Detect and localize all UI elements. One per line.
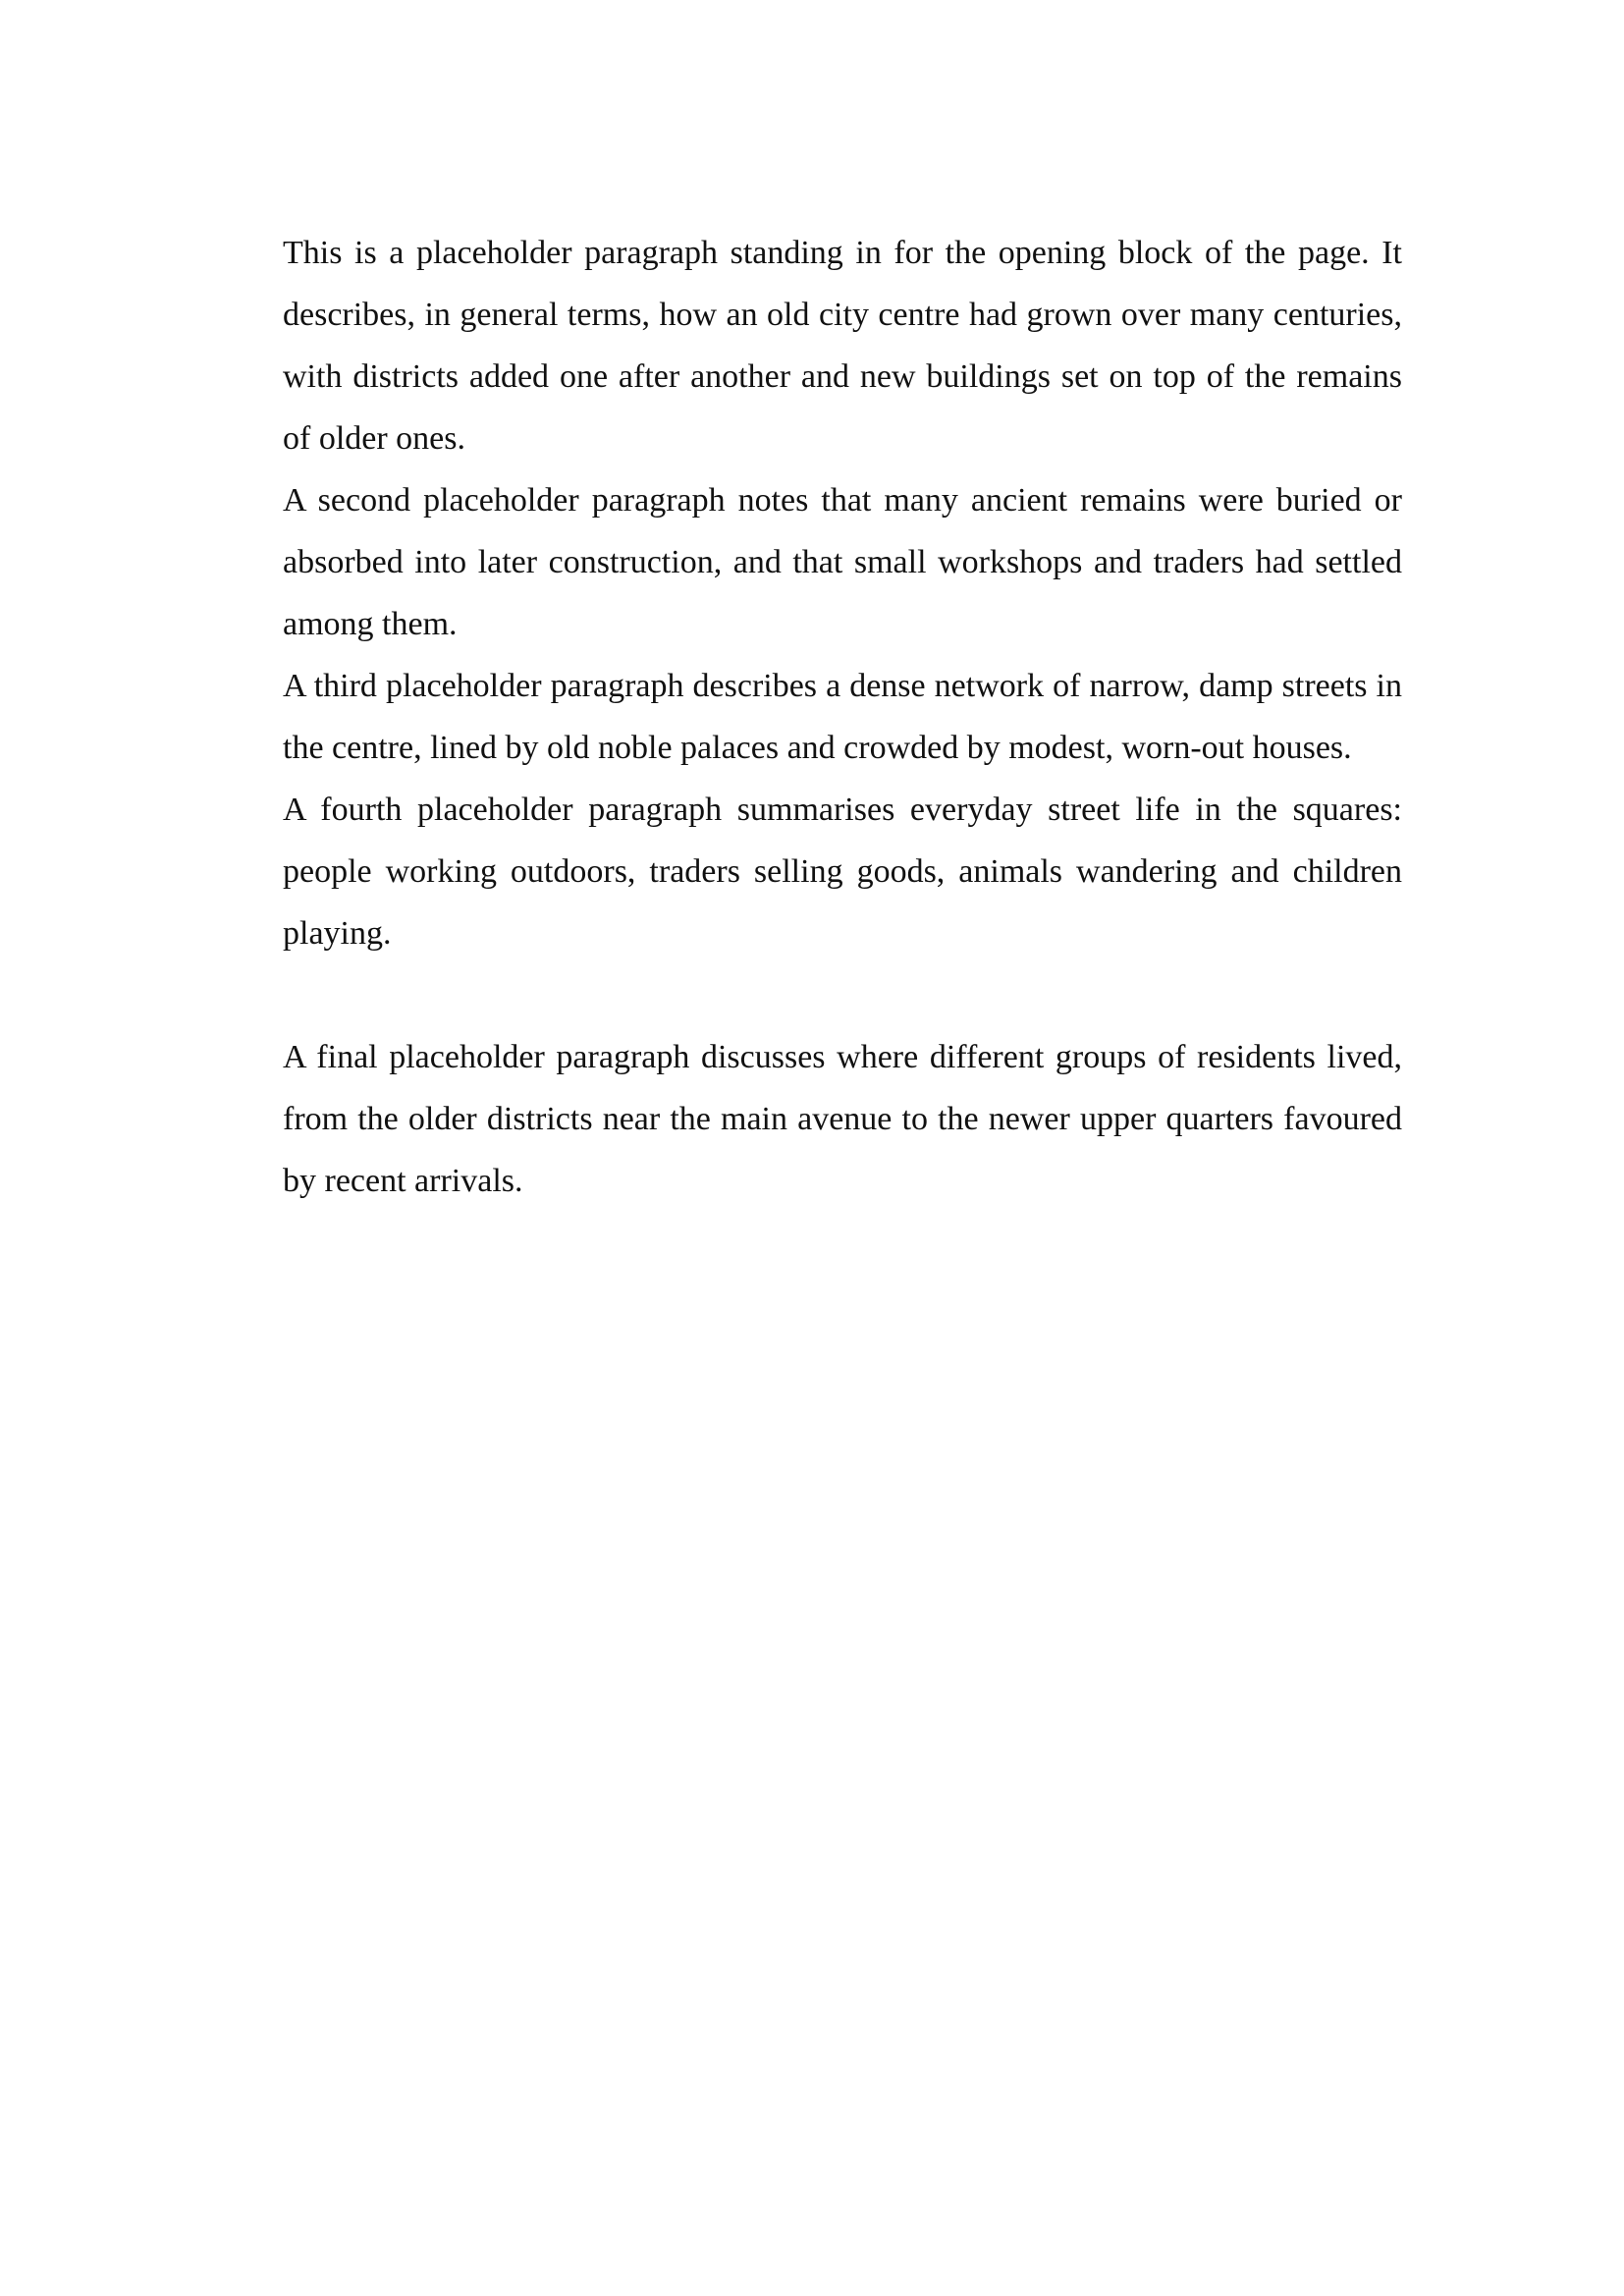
paragraph-gap	[283, 964, 1402, 1026]
paragraph: A third placeholder paragraph describes a dense network of narrow, damp streets in the centre, lined by old noble palaces and crowded by modest, worn-out houses.	[283, 668, 1402, 766]
paragraph: A fourth placeholder paragraph summarises everyday street life in the squares: people working outdoors, traders selling goods, animals wandering and children playing.	[283, 792, 1402, 952]
body-text	[283, 222, 1402, 1212]
paragraph: A final placeholder paragraph discusses where different groups of residents lived, from the older districts near the main avenue to the newer upper quarters favoured by recent arrivals.	[283, 1039, 1402, 1199]
paragraph: A second placeholder paragraph notes that many ancient remains were buried or absorbed into later construction, and that small workshops and traders had settled among them.	[283, 482, 1402, 642]
paragraph: This is a placeholder paragraph standing in for the opening block of the page. It describes, in general terms, how an old city centre had grown over many centuries, with districts added one after another and new buildings set on top of the remains of older ones.	[283, 235, 1402, 457]
